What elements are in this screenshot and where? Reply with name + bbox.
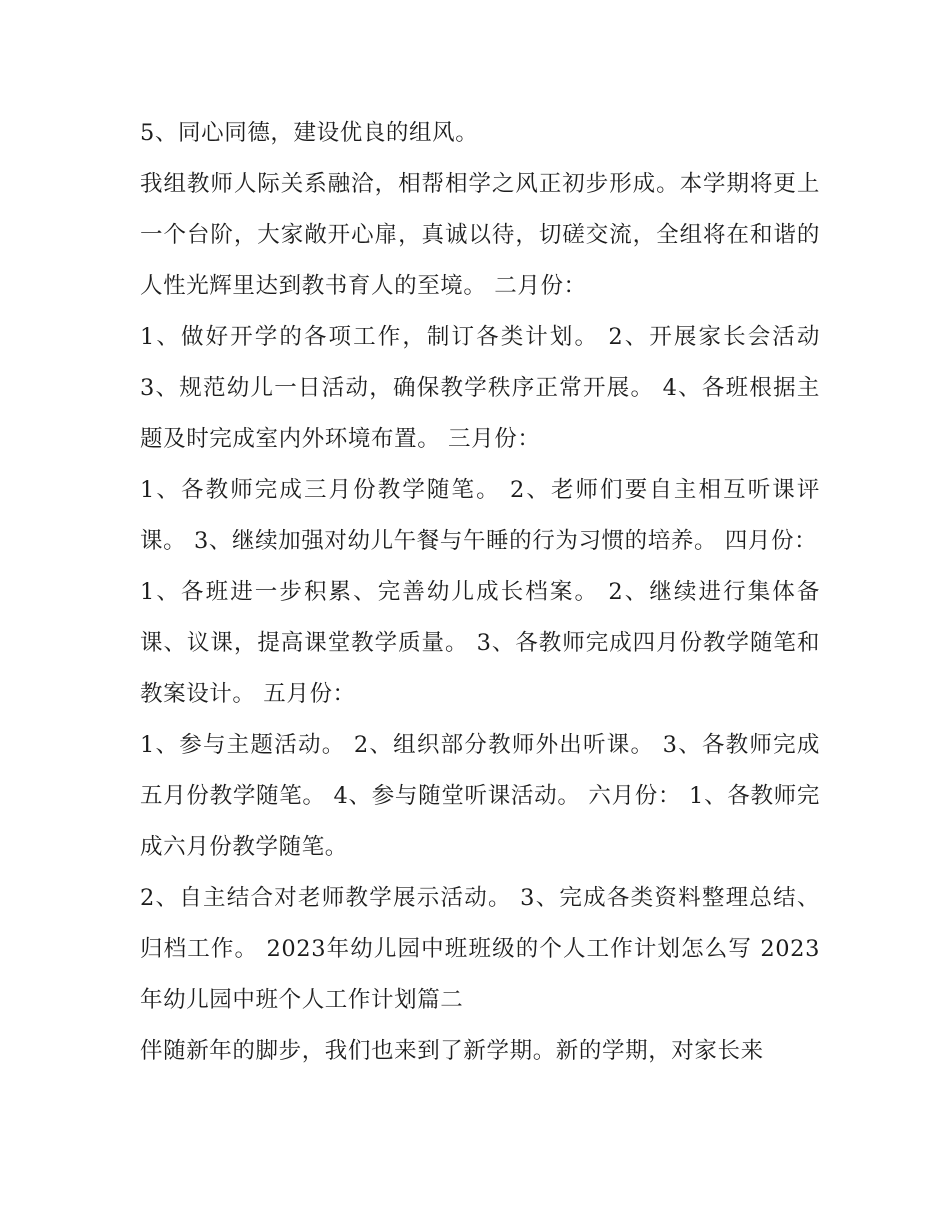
paragraph-3: 1、做好开学的各项工作，制订各类计划。 2、开展家长会活动 3、规范幼儿一日活动，确保教学秩序正常开展。 4、各班根据主题及时完成室内外环境布置。 三月份： [140,324,820,452]
paragraph-1: 5、同心同德，建设优良的组风。 [140,120,479,146]
paragraph-8: 伴随新年的脚步，我们也来到了新学期。新的学期，对家长来 [140,1038,764,1064]
paragraph-7: 2、自主结合对老师教学展示活动。 3、完成各类资料整理总结、归档工作。 2023年幼儿园中班班级的个人工作计划怎么写 2023年幼儿园中班个人工作计划篇二 [140,885,820,1013]
paragraph-4: 1、各教师完成三月份教学随笔。 2、老师们要自主相互听课评课。 3、继续加强对幼儿午餐与午睡的行为习惯的培养。 四月份： [140,477,820,554]
paragraph-5: 1、各班进一步积累、完善幼儿成长档案。 2、继续进行集体备课、议课，提高课堂教学质量。 3、各教师完成四月份教学随笔和教案设计。 五月份： [140,579,820,707]
document-body [140,108,820,1077]
paragraph-6: 1、参与主题活动。 2、组织部分教师外出听课。 3、各教师完成五月份教学随笔。 4、参与随堂听课活动。 六月份： 1、各教师完成六月份教学随笔。 [140,732,820,860]
paragraph-2: 我组教师人际关系融洽，相帮相学之风正初步形成。本学期将更上一个台阶，大家敞开心扉，真诚以待，切磋交流，全组将在和谐的人性光辉里达到教书育人的至境。 二月份： [140,171,820,299]
